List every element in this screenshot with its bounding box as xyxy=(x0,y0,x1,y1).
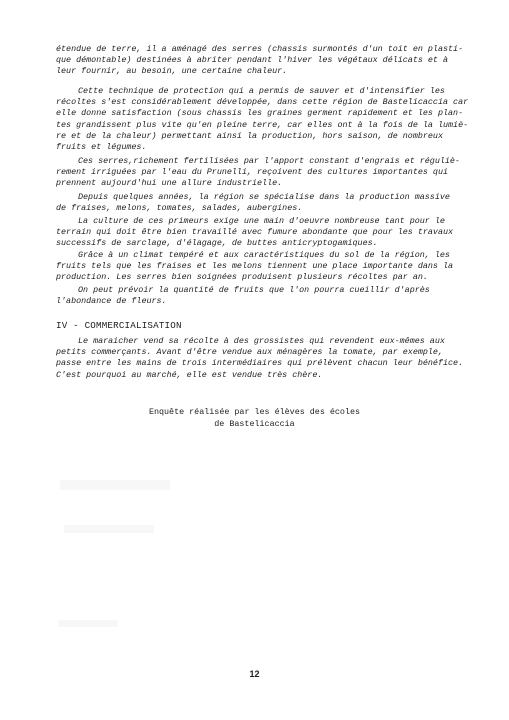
text-line: Grâce à un climat tempéré et aux caractéristiques du sol de la région, les xyxy=(78,250,450,260)
credit-line: Enquête réalisée par les élèves des écoles xyxy=(148,407,361,417)
scan-smudge xyxy=(60,480,170,490)
text-line: Cette technique de protection qui a permis de sauver et d'intensifier les xyxy=(78,86,445,96)
text-line: successifs de sarclage, d'élagage, de buttes anticryptogamiques. xyxy=(56,238,378,249)
paragraph-protection-technique xyxy=(56,86,468,153)
text-line: de fraises, melons, tomates, salades, aubergines. xyxy=(56,203,303,214)
text-line: production. Les serres bien soignées produisent plusieurs récoltes par an. xyxy=(56,272,428,283)
survey-credit xyxy=(0,407,509,430)
paragraph-forecast xyxy=(56,285,468,307)
paragraph-climate xyxy=(56,250,468,284)
text-line: Le maraicher vend sa récolte à des grossistes qui revendent eux-mêmes aux xyxy=(78,336,445,346)
text-line: rement irriguées par l'eau du Prunelli, reçoivent des cultures importantes qui xyxy=(56,167,449,178)
text-line: que démontable) destinées à abriter pendant l'hiver les végétaux délicats et à xyxy=(56,55,449,66)
paragraph-commercialisation xyxy=(56,336,468,381)
section-heading: IV - COMMERCIALISATION xyxy=(56,320,182,331)
scan-smudge xyxy=(64,525,154,533)
scan-smudge xyxy=(58,620,118,627)
text-line: On peut prévoir la quantité de fruits que l'on pourra cueillir d'après xyxy=(78,285,430,295)
text-line: tes grandissent plus vite qu'en pleine terre, car elles ont à la fois de la lumiè- xyxy=(56,119,469,130)
text-line: étendue de terre, il a aménagé des serres (chassis surmontés d'un toit en plasti- xyxy=(56,44,464,54)
text-line: prennent aujourd'hui une allure industrielle. xyxy=(56,178,283,189)
paragraph-specialization xyxy=(56,192,468,214)
text-line: Depuis quelques années, la région se spécialise dans la production massive xyxy=(78,192,450,202)
text-line: fruits et légumes. xyxy=(56,142,147,153)
paragraph-fertilized-greenhouses xyxy=(56,156,468,190)
text-line: fruits tels que les fraises et les melons tiennent une place importante dans la xyxy=(56,261,454,272)
text-line: Ces serres,richement fertilisées par l'apport constant d'engrais et réguliè- xyxy=(78,156,460,166)
text-line: terrain qui doit être bien travaillé avec fumure abondante que pour les travaux xyxy=(56,227,454,238)
text-line: l'abondance de fleurs. xyxy=(56,296,167,307)
text-line: petits commerçants. Avant d'être vendue aux ménagères la tomate, par exemple, xyxy=(56,347,443,358)
paragraph-greenhouses-intro xyxy=(56,44,468,78)
text-line: leur fournir, au besoin, une certaine chaleur. xyxy=(56,66,288,77)
text-line: récoltes s'est considérablement développée, dans cette région de Bastelicaccia car xyxy=(56,97,469,108)
text-line: re et de la chaleur) permettant ainsi la production, hors saison, de nombreux xyxy=(56,130,443,141)
text-line: passe entre les mains de trois intermédiaires qui prélèvent chacun leur bénéfice. xyxy=(56,358,464,369)
credit-line: de Bastelicaccia xyxy=(214,418,295,429)
text-line: C'est pourquoi au marché, elle est vendue très chère. xyxy=(56,369,323,380)
text-line: La culture de ces primeurs exige une main d'oeuvre nombreuse tant pour le xyxy=(78,216,445,226)
page-number: 12 xyxy=(249,669,260,679)
text-line: elle donne satisfaction (sous chassis les graines germent rapidement et les plan- xyxy=(56,108,464,119)
paragraph-labour xyxy=(56,216,468,250)
